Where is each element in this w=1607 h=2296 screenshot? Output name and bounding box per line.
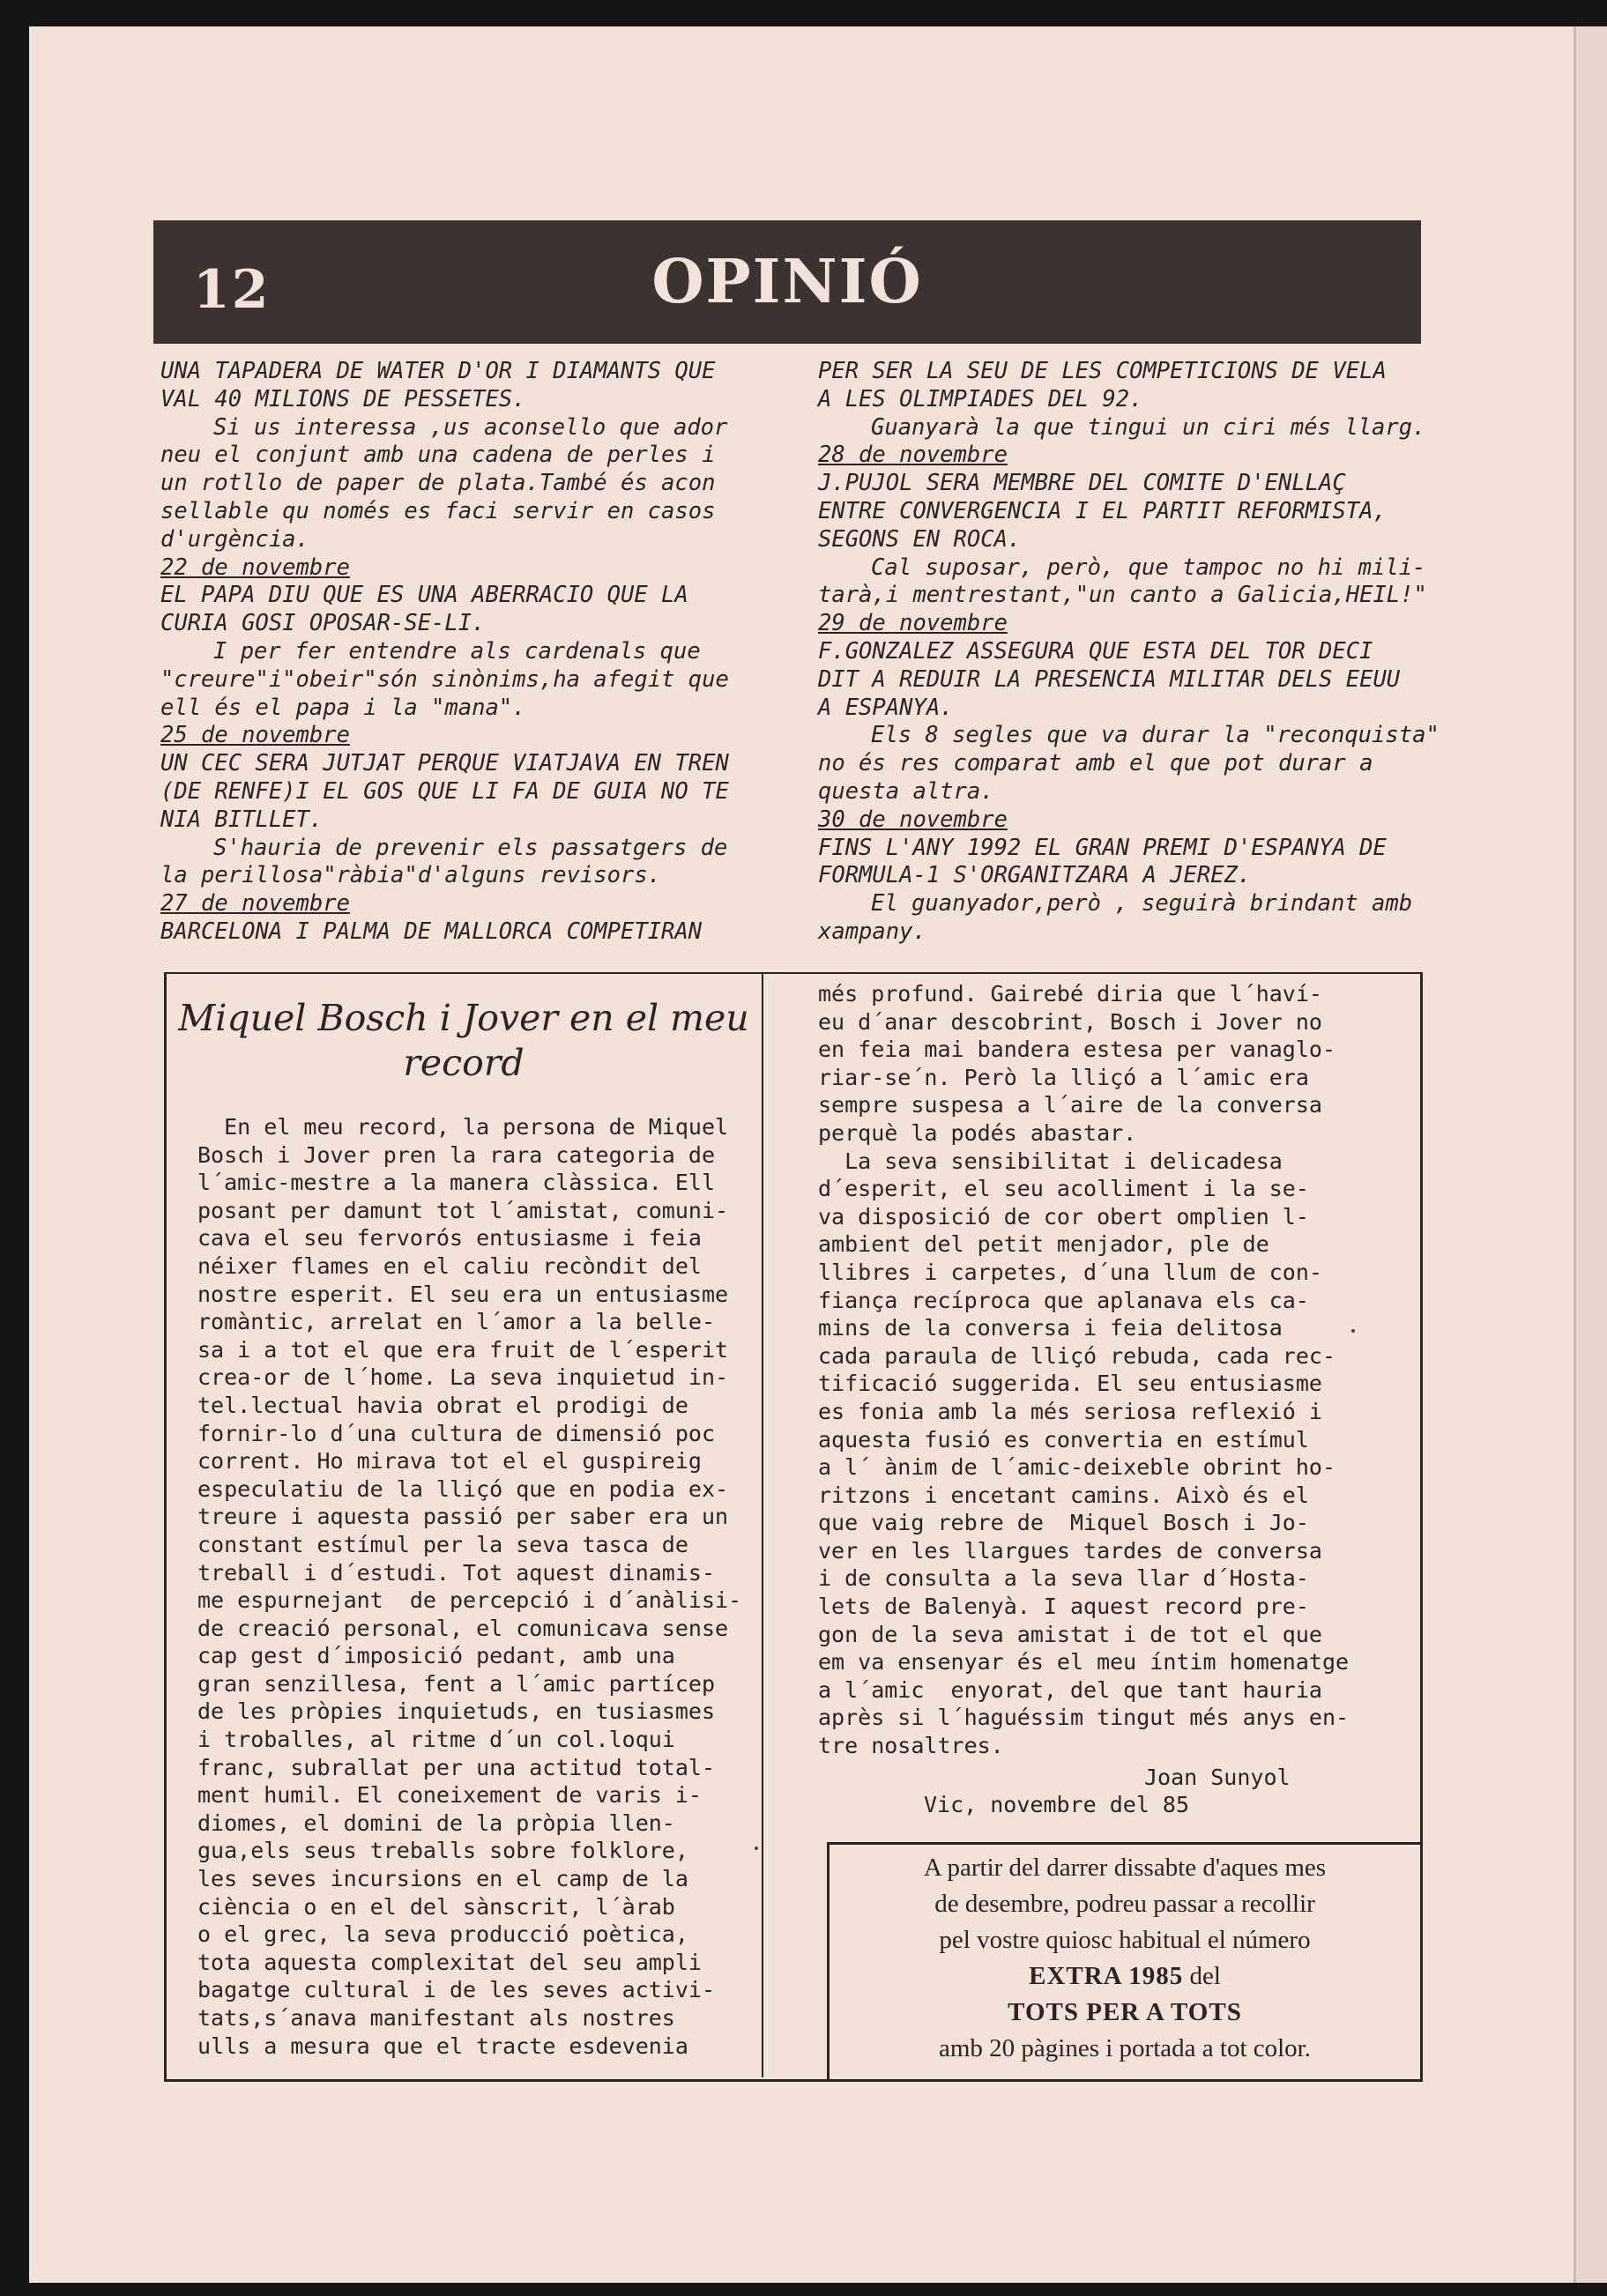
- article-divider: [762, 972, 763, 2077]
- article-text-line: tota aquesta complexitat del seu ampli: [197, 1949, 702, 1975]
- article-text-line: de les pròpies inquietuds, en tusiasmes: [197, 1698, 715, 1725]
- article-text-line: tats,s´anava manifestant als nostres: [197, 2005, 675, 2031]
- notice-line4: [830, 1958, 1420, 1995]
- speck: [755, 1846, 758, 1850]
- article-text-line: o el grec, la seva producció poètica,: [197, 1921, 688, 1948]
- article-text-line: après si l´haguéssim tingut més anys en-: [818, 1705, 1350, 1731]
- news-headline-line: ENTRE CONVERGENCIA I EL PARTIT REFORMISTA,: [818, 497, 1387, 524]
- article-title-line2: record: [403, 1042, 525, 1084]
- news-comment-line: Guanyarà la que tingui un ciri més llarg.: [871, 413, 1426, 441]
- news-headline-line: VAL 40 MILIONS DE PESSETES.: [160, 385, 526, 412]
- article-text-line: tificació suggerida. El seu entusiasme: [818, 1371, 1322, 1397]
- news-column-right: [818, 358, 1440, 947]
- speck: [1351, 1329, 1355, 1333]
- article-text-line: aquesta fusió es convertia en estímul: [818, 1426, 1309, 1453]
- news-headline-line: FINS L'ANY 1992 EL GRAN PREMI D'ESPANYA DE: [818, 834, 1387, 861]
- article-text-line: especulatiu de la lliçó que en podia ex-: [197, 1475, 729, 1502]
- article-text-line: Bosch i Jover pren la rara categoria de: [197, 1141, 715, 1168]
- article-text-line: franc, subrallat per una actitud total-: [197, 1754, 715, 1780]
- news-comment-line: sellable qu només es faci servir en casos: [160, 497, 716, 524]
- article-text-line: treball i d´estudi. Tot aquest dinamis-: [197, 1559, 715, 1586]
- news-headline-line: FORMULA-1 S'ORGANITZARA A JEREZ.: [818, 862, 1252, 889]
- news-headline-line: SEGONS EN ROCA.: [818, 525, 1022, 553]
- article-text-line: fornir-lo d´una cultura de dimensió poc: [197, 1420, 715, 1446]
- news-comment-line: Cal suposar, però, que tampoc no hi mili-: [871, 554, 1426, 581]
- news-comment-line: I per fer entendre als cardenals que: [213, 637, 701, 665]
- article-text-line: es fonia amb la més seriosa reflexió i: [818, 1398, 1322, 1424]
- article-title: [173, 996, 755, 1086]
- article-text-line: constant estímul per la seva tasca de: [197, 1531, 688, 1557]
- article-text-line: i de consulta a la seva llar d´Hosta-: [818, 1565, 1309, 1592]
- news-headline-line: UNA TAPADERA DE WATER D'OR I DIAMANTS QUE: [160, 358, 716, 384]
- article-text-line: néixer flames en el caliu recòndit del: [197, 1252, 702, 1279]
- page-spine: [1574, 26, 1607, 2283]
- article-text-line: i troballes, al ritme d´un col.loqui: [197, 1727, 675, 1753]
- article-text-line: posant per damunt tot l´amistat, comuni-: [197, 1197, 729, 1223]
- article-text-line: ment humil. El coneixement de varis i-: [197, 1782, 702, 1809]
- article-text-line: fiança recíproca que aplanava els ca-: [818, 1287, 1309, 1313]
- article-text-line: tre nosaltres.: [818, 1733, 1004, 1759]
- news-headline-line: NIA BITLLET.: [160, 806, 324, 833]
- article-text-line: mins de la conversa i feia delitosa: [818, 1315, 1283, 1341]
- article-text-line: ciència o en el del sànscrit, l´àrab: [197, 1893, 675, 1920]
- article-text-line: ritzons i encetant camins. Això és el: [818, 1482, 1309, 1508]
- article-text-line: perquè la podés abastar.: [818, 1119, 1137, 1146]
- article-text-line: les seves incursions en el camp de la: [197, 1866, 688, 1892]
- notice-line6: amb 20 pàgines i portada a tot color.: [938, 2034, 1311, 2062]
- news-comment-line: un rotllo de paper de plata.També és acon: [160, 470, 716, 497]
- article-text-line: treure i aquesta passió per saber era un: [197, 1504, 729, 1530]
- article-body-left: [197, 1113, 741, 2060]
- news-headline-line: J.PUJOL SERA MEMBRE DEL COMITE D'ENLLAÇ: [818, 470, 1346, 497]
- article-text-line: crea-or de l´home. La seva inquietud in-: [197, 1364, 729, 1391]
- notice-publication: TOTS PER A TOTS: [1008, 1998, 1242, 2026]
- news-headline-line: EL PAPA DIU QUE ES UNA ABERRACIO QUE LA: [160, 582, 688, 609]
- notice-extra-suffix: del: [1183, 1962, 1221, 1990]
- article-text-line: lets de Balenyà. I aquest record pre-: [818, 1594, 1309, 1620]
- article-text-line: a l´ ànim de l´amic-deixeble obrint ho-: [818, 1454, 1335, 1481]
- news-headline-line: A LES OLIMPIADES DEL 92.: [818, 385, 1143, 412]
- news-headline-line: F.GONZALEZ ASSEGURA QUE ESTA DEL TOR DECI: [818, 637, 1373, 665]
- article-text-line: cada paraula de lliçó rebuda, cada rec-: [818, 1342, 1335, 1369]
- news-comment-line: ell és el papa i la "mana".: [160, 694, 526, 721]
- notice-extra-label: EXTRA 1985: [1029, 1962, 1184, 1990]
- news-comment-line: "creure"i"obeir"són sinònims,ha afegit que: [160, 665, 729, 693]
- news-comment-line: questa altra.: [818, 777, 994, 805]
- article-text-line: sa i a tot el que era fruit de l´esperit: [197, 1336, 729, 1363]
- article-text-line: La seva sensibilitat i delicadesa: [818, 1148, 1283, 1174]
- news-headline-line: CURIA GOSI OPOSAR-SE-LI.: [160, 610, 486, 637]
- article-text-line: a l´amic enyorat, del que tant hauria: [818, 1676, 1322, 1703]
- news-comment-line: la perillosa"ràbia"d'alguns revisors.: [160, 862, 662, 889]
- article-text-line: corrent. Ho mirava tot el el guspireig: [197, 1448, 702, 1475]
- news-column-left: [160, 358, 729, 947]
- article-text-line: eu d´anar descobrint, Bosch i Jover no: [818, 1008, 1322, 1035]
- news-headline-line: UN CEC SERA JUTJAT PERQUE VIATJAVA EN TREN: [160, 750, 729, 777]
- article-text-line: de creació personal, el comunicava sense: [197, 1615, 729, 1641]
- notice-line2: de desembre, podreu passar a recollir: [934, 1890, 1315, 1918]
- article-text-line: diomes, el domini de la pròpia llen-: [197, 1809, 675, 1836]
- article-text-line: gon de la seva amistat i de tot el que: [818, 1621, 1322, 1647]
- news-comment-line: d'urgència.: [160, 525, 309, 553]
- news-date: 30 de novembre: [818, 806, 1008, 833]
- section-banner: [153, 220, 1421, 344]
- article-text-line: riar-se´n. Però la lliçó a l´amic era: [818, 1064, 1309, 1090]
- article-text-line: En el meu record, la persona de Miquel: [197, 1114, 729, 1140]
- news-headline-line: (DE RENFE)I EL GOS QUE LI FA DE GUIA NO TE: [160, 777, 729, 805]
- article-place-date: Vic, novembre del 85: [924, 1792, 1190, 1818]
- article-text-line: gua,els seus treballs sobre folklore,: [197, 1838, 688, 1864]
- notice-line3: pel vostre quiosc habitual el número: [939, 1926, 1311, 1954]
- news-comment-line: El guanyador,però , seguirà brindant amb: [871, 890, 1413, 918]
- page-number: 12: [193, 259, 271, 321]
- notice-line1: A partir del darrer dissabte d'aques mes: [923, 1854, 1327, 1882]
- article-text-line: romàntic, arrelat en l´amor a la belle-: [197, 1309, 715, 1335]
- article-text-line: cap gest d´imposició pedant, amb una: [197, 1643, 675, 1669]
- article-text-line: va disposició de cor obert omplien l-: [818, 1203, 1309, 1230]
- article-text-line: sempre suspesa a l´aire de la conversa: [818, 1092, 1322, 1118]
- news-comment-line: Els 8 segles que va durar la "reconquista": [871, 722, 1440, 749]
- news-date: 28 de novembre: [818, 442, 1008, 469]
- article-text-line: d´esperit, el seu acolliment i la se-: [818, 1176, 1309, 1202]
- news-headline-line: DIT A REDUIR LA PRESENCIA MILITAR DELS EEUU: [818, 665, 1401, 693]
- article-text-line: llibres i carpetes, d´una llum de con-: [818, 1259, 1322, 1285]
- article-text-line: ambient del petit menjador, ple de: [818, 1231, 1269, 1258]
- notice-box: [827, 1842, 1420, 2080]
- news-headline-line: BARCELONA I PALMA DE MALLORCA COMPETIRAN: [160, 918, 703, 945]
- news-comment-line: neu el conjunt amb una cadena de perles i: [160, 442, 716, 469]
- news-comment-line: tarà,i mentrestant,"un canto a Galicia,HEIL!": [818, 582, 1427, 609]
- article-text-line: que vaig rebre de Miquel Bosch i Jo-: [818, 1510, 1309, 1536]
- article-text-line: bagatge cultural i de les seves activi-: [197, 1977, 715, 2003]
- article-text-line: cava el seu fervorós entusiasme i feia: [197, 1225, 702, 1252]
- article-text-line: ver en les llargues tardes de conversa: [818, 1537, 1322, 1564]
- news-comment-line: Si us interessa ,us aconsello que ador: [213, 413, 728, 441]
- article-text-line: nostre esperit. El seu era un entusiasme: [197, 1281, 729, 1307]
- news-date: 25 de novembre: [160, 722, 350, 749]
- article-body-right: [818, 980, 1349, 1819]
- article-title-line1: Miquel Bosch i Jover en el meu: [178, 997, 749, 1039]
- article-text-line: gran senzillesa, fent a l´amic partícep: [197, 1670, 715, 1697]
- article-text-line: més profund. Gairebé diria que l´haví-: [818, 981, 1322, 1007]
- section-title: OPINIÓ: [651, 247, 923, 317]
- news-date: 29 de novembre: [818, 610, 1008, 637]
- article-text-line: em va ensenyar és el meu íntim homenatge: [818, 1649, 1350, 1676]
- article-text-line: l´amic-mestre a la manera clàssica. Ell: [197, 1170, 715, 1196]
- news-headline-line: PER SER LA SEU DE LES COMPETICIONS DE VELA: [818, 358, 1387, 384]
- article-author: Joan Sunyol: [1144, 1764, 1291, 1790]
- article-text-line: ulls a mesura que el tracte esdevenia: [197, 2032, 688, 2059]
- article-text-line: en feia mai bandera estesa per vanaglo-: [818, 1037, 1335, 1063]
- article-text-line: tel.lectual havia obrat el prodigi de: [197, 1392, 688, 1418]
- news-headline-line: A ESPANYA.: [818, 694, 954, 721]
- article-text-line: me espurnejant de percepció i d´anàlisi-: [197, 1587, 742, 1614]
- news-date: 22 de novembre: [160, 554, 350, 581]
- news-comment-line: xampany.: [818, 918, 926, 945]
- news-comment-line: S'hauria de prevenir els passatgers de: [213, 834, 728, 861]
- news-date: 27 de novembre: [160, 890, 350, 918]
- news-comment-line: no és res comparat amb el que pot durar a: [818, 750, 1373, 777]
